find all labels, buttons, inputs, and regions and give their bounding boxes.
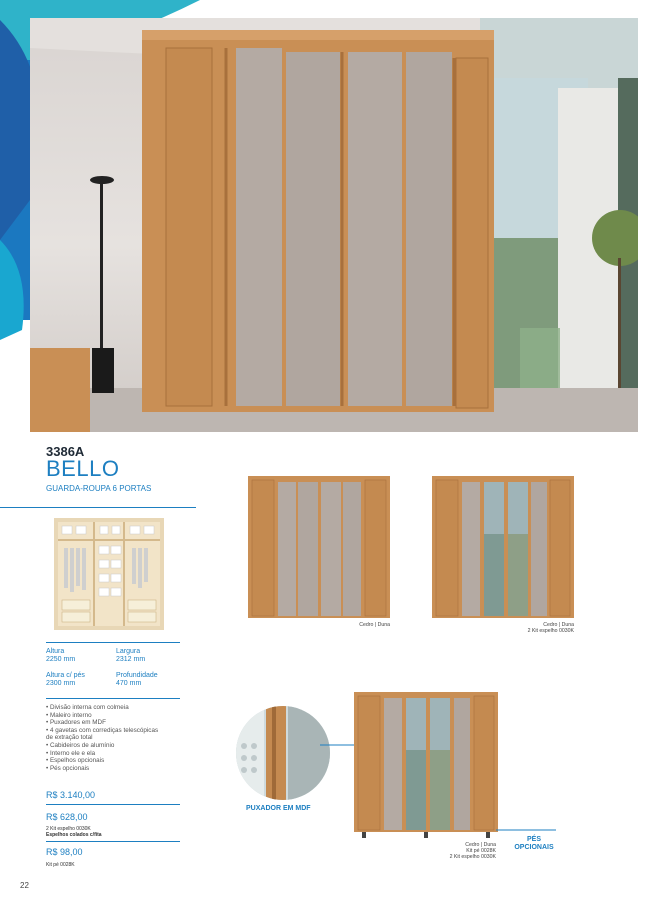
product-name: BELLO	[46, 456, 120, 481]
spec-depth: Profundidade 470 mm	[116, 672, 158, 687]
list-item: • Maleiro interno	[46, 711, 92, 719]
variant1-caption: Cedro | Duna	[359, 622, 390, 628]
price-mirror-kit-note-2: Espelhos colados c/fita	[46, 832, 102, 838]
wardrobe-variant-plain	[248, 474, 390, 620]
price-feet-kit-note: Kit pé 0028K	[46, 862, 75, 868]
title-divider	[0, 507, 196, 508]
list-item: • Puxadores em MDF	[46, 719, 106, 727]
interior-diagram	[54, 518, 164, 630]
price-feet-kit: R$ 98,00	[46, 847, 83, 857]
price-divider-2	[46, 841, 180, 842]
list-item: • Interno ele e ela	[46, 749, 96, 757]
hero-photo	[30, 18, 638, 432]
variant2-caption: Cedro | Duna 2 Kit espelho 0030K	[527, 622, 574, 635]
price-mirror-kit-note-1: 2 Kit espelho 0030K	[46, 826, 91, 832]
wardrobe-variant-mirrors	[432, 474, 574, 620]
product-code: 3386A	[46, 444, 85, 459]
callout-line-feet	[496, 828, 556, 832]
specs-divider-bottom	[46, 698, 180, 699]
price-divider	[46, 804, 180, 805]
price-mirror-kit: R$ 628,00	[46, 812, 88, 822]
list-item: • Espelhos opcionais	[46, 757, 105, 765]
wardrobe-variant-mirrors-feet	[354, 690, 498, 840]
list-item: de extração total	[46, 734, 93, 742]
specs-divider-top	[46, 642, 180, 643]
page-number: 22	[20, 881, 29, 890]
list-item: • 4 gavetas com corrediças telescópicas	[46, 726, 159, 734]
list-item: • Pés opcionais	[46, 764, 90, 772]
list-item: • Cabideiros de alumínio	[46, 741, 115, 749]
spec-height-with-feet: Altura c/ pés 2300 mm	[46, 672, 85, 687]
handle-callout-label: PUXADOR EM MDF	[246, 805, 311, 812]
list-item: • Divisão interna com colmeia	[46, 704, 129, 711]
spec-height: Altura 2250 mm	[46, 648, 76, 663]
price-main: R$ 3.140,00	[46, 790, 96, 800]
product-subtitle: GUARDA-ROUPA 6 PORTAS	[46, 484, 152, 493]
feet-callout-label: PÉS OPCIONAIS	[514, 836, 554, 851]
handle-detail-zoom	[236, 706, 330, 800]
feature-list	[46, 704, 158, 772]
spec-width: Largura 2312 mm	[116, 648, 146, 663]
variant3-caption: Cedro | Duna Kit pé 0028K 2 Kit espelho 0030K	[449, 842, 496, 861]
